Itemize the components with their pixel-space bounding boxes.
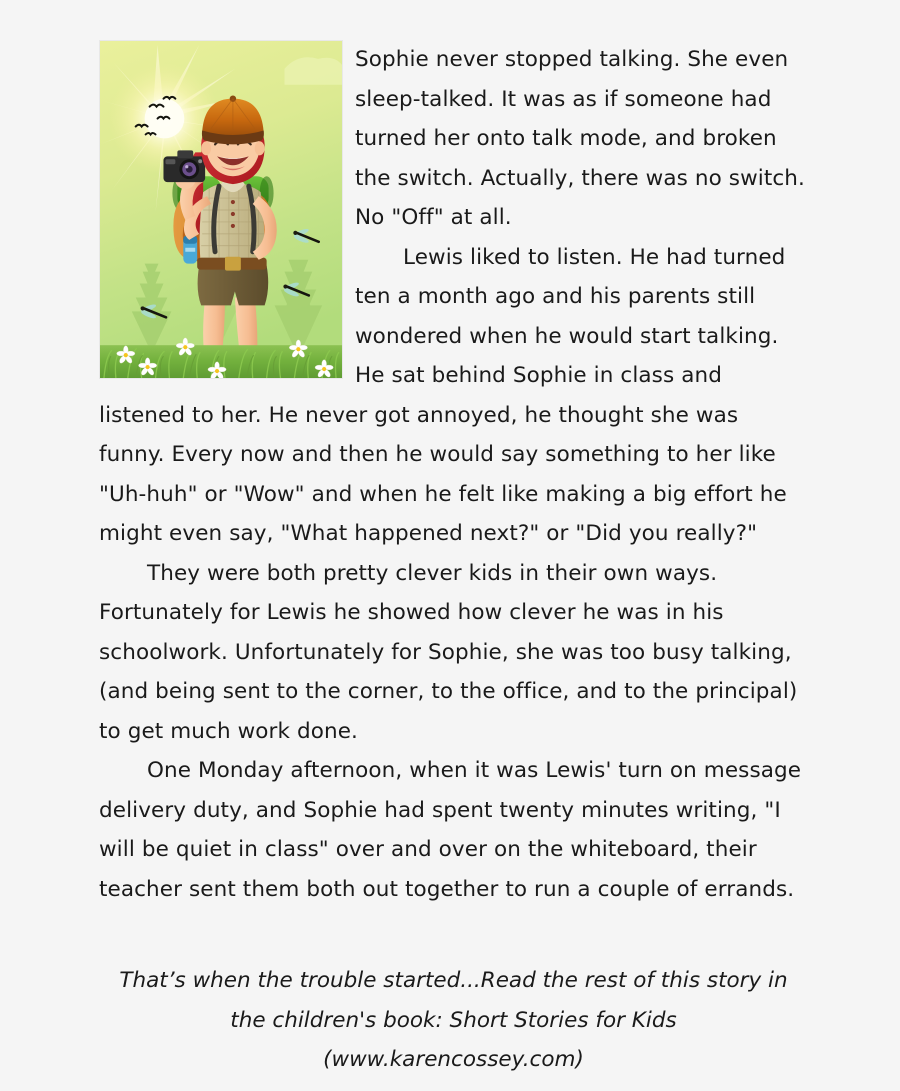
- head: [201, 95, 264, 184]
- ear-left: [201, 141, 211, 155]
- illustration-artwork: [100, 41, 342, 378]
- hiker-illustration: [99, 40, 343, 379]
- belt-buckle: [225, 257, 241, 271]
- story-paragraph-4: One Monday afternoon, when it was Lewis' turn on message delivery duty, and Sophie had spent twenty minutes writing, "I will be quiet in class" over and over on the whiteboard, their teacher sent them both out together to run a couple of errands.: [99, 758, 802, 902]
- story-paragraph-3: They were both pretty clever kids in their own ways. Fortunately for Lewis he showed how clever he was in his schoolwork. Unfortunately for Sophie, she was too busy talking, (and being sent to the corner, to the office, and to the principal) to get much work done.: [99, 560, 798, 744]
- ear-right: [255, 141, 265, 155]
- story-paragraph-2: Lewis liked to listen. He had turned ten a month ago and his parents still wondered when he would start talking. He sat behind Sophie in class and listened to her. He never got annoyed, he thought she was funny. Every now and then he would say something to her like "Uh-huh" or "Wow" and when he felt like making a big effort he might even say, "What happened next?" or "Did you really?": [99, 244, 787, 546]
- closing-line-2: the children's book: Short Stories for Kids: [230, 1007, 677, 1033]
- closing-line-3: (www.karencossey.com): [323, 1047, 584, 1072]
- closing-note: [99, 961, 808, 1080]
- story-paragraph-1: Sophie never stopped talking. She even sleep-talked. It was as if someone had turned her onto talk mode, and broken the switch. Actually, there was no switch. No "Off" at all.: [355, 47, 805, 230]
- water-bottle: [183, 236, 197, 264]
- closing-line-1: That’s when the trouble started...Read the rest of this story in: [119, 968, 788, 993]
